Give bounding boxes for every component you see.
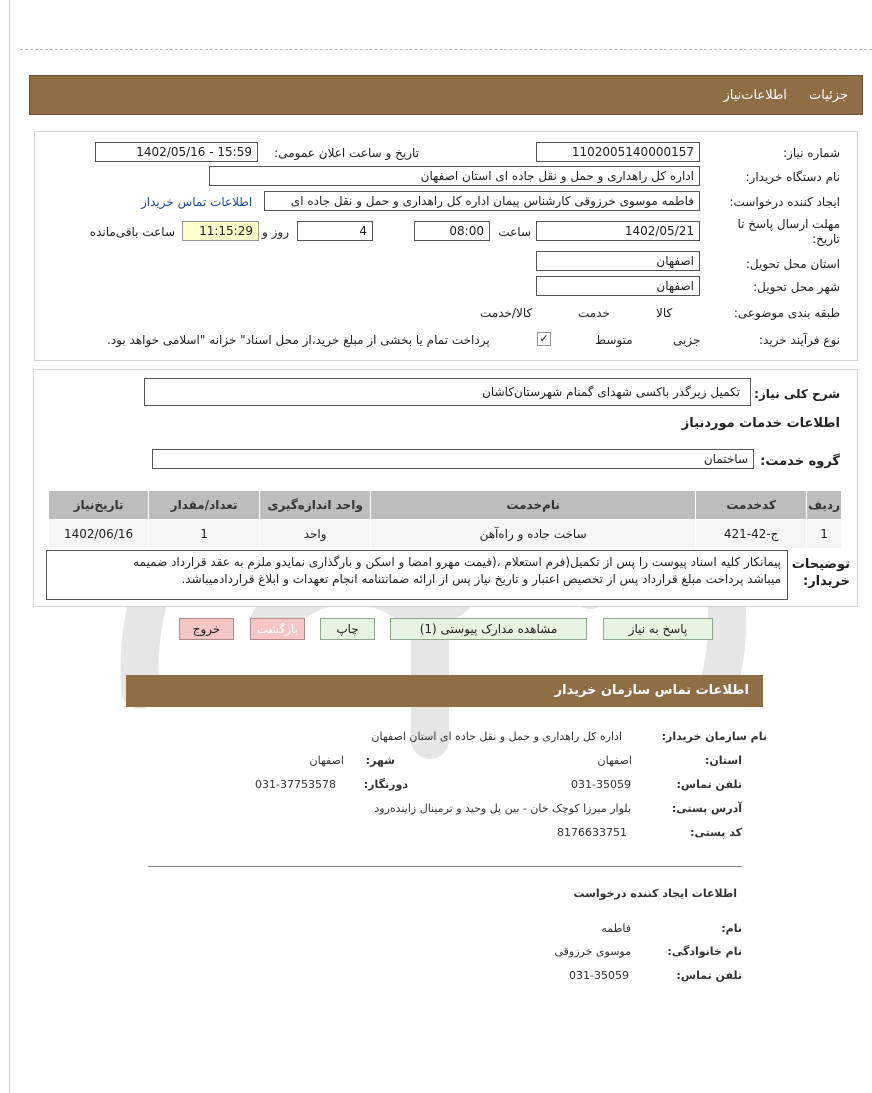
summary-label: شرح کلی نیاز: bbox=[754, 387, 840, 401]
process-medium-label: متوسط bbox=[595, 333, 633, 347]
requester-field: فاطمه موسوی خرزوقی کارشناس پیمان اداره کل راهداری و حمل و نقل جاده ای bbox=[264, 191, 700, 211]
services-table-wrap bbox=[48, 490, 842, 549]
cell-row: 1 bbox=[807, 520, 842, 549]
contact-fax-value: 031-37753578 bbox=[255, 778, 336, 791]
print-button[interactable]: چاپ bbox=[320, 618, 375, 640]
buyer-notes-line-2: میباشد پرداخت مبلغ قرارداد پس از تخصیص اعتبار و تاریخ نیاز پس از ارائه ضمانتنامه انجام تعهدات و ابلاغ قراردادمیباشد. bbox=[181, 572, 781, 586]
category-both-label: کالا/خدمت bbox=[480, 306, 533, 320]
deadline-time-label: ساعت bbox=[498, 225, 531, 239]
col-row: ردیف bbox=[807, 491, 842, 520]
req-name-label: نام: bbox=[721, 922, 742, 935]
contact-postal-value: 8176633751 bbox=[557, 826, 627, 839]
treasury-payment-note: پرداخت تمام یا بخشی از مبلغ خرید،از محل اسناد" خزانه "اسلامی خواهد بود. bbox=[107, 333, 490, 347]
deadline-time-field: 08:00 bbox=[414, 221, 490, 241]
buyer-notes-label: توضیحات خریدار: bbox=[791, 557, 850, 589]
buyer-org-field: اداره کل راهداری و حمل و نقل جاده ای استان اصفهان bbox=[209, 166, 700, 186]
announce-label: تاریخ و ساعت اعلان عمومی: bbox=[274, 146, 419, 160]
cell-quantity: 1 bbox=[149, 520, 260, 549]
top-divider bbox=[20, 49, 872, 50]
col-need-date: تاریخ‌نیاز bbox=[49, 491, 149, 520]
contact-phone-label: تلفن تماس: bbox=[676, 778, 742, 791]
cell-need-date: 1402/06/16 bbox=[49, 520, 149, 549]
page-header-bar bbox=[29, 75, 863, 115]
buyer-contact-link[interactable]: اطلاعات تماس خریدار bbox=[141, 195, 253, 209]
buyer-org-label: نام دستگاه خریدار: bbox=[745, 170, 840, 184]
contact-header-bar bbox=[126, 675, 763, 707]
req-family-label: نام خانوادگی: bbox=[667, 945, 742, 958]
view-attachments-button[interactable]: مشاهده مدارک پیوستی (1) bbox=[390, 618, 587, 640]
req-phone-label: تلفن تماس: bbox=[676, 969, 742, 982]
need-number-field: 1102005140000157 bbox=[536, 142, 700, 162]
cell-service-code: ج-42-421 bbox=[696, 520, 807, 549]
process-minor-label: جزیی bbox=[673, 333, 701, 347]
requester-label: ایجاد کننده درخواست: bbox=[729, 195, 840, 209]
contact-postal-label: کد پستی: bbox=[690, 826, 742, 839]
category-label: طبقه بندی موضوعی: bbox=[733, 306, 840, 320]
col-service-name: نام‌خدمت bbox=[371, 491, 696, 520]
tab-details[interactable]: جزئیات bbox=[809, 88, 848, 103]
need-number-label: شماره نیاز: bbox=[783, 146, 840, 160]
col-quantity: تعداد/مقدار bbox=[149, 491, 260, 520]
tab-need-info[interactable]: اطلاعات‌نیاز bbox=[723, 88, 787, 103]
deadline-date-field: 1402/05/21 bbox=[536, 221, 700, 241]
service-group-label: گروه خدمت: bbox=[760, 454, 840, 469]
category-service-label: خدمت bbox=[578, 306, 610, 320]
buyer-notes-field bbox=[46, 550, 788, 600]
summary-field: تکمیل زیرگذر باکسی شهدای گمنام شهرستان‌کاشان bbox=[144, 378, 751, 406]
contact-address-value: بلوار میرزا کوچک خان - بین پل وحید و ترمینال زاینده‌رود bbox=[374, 802, 631, 815]
contact-title: اطلاعات تماس سازمان خریدار bbox=[554, 683, 749, 698]
treasury-payment-checkbox[interactable]: ✓ bbox=[537, 332, 551, 346]
services-title: اطلاعات خدمات موردنیاز bbox=[681, 416, 840, 431]
back-button[interactable] bbox=[250, 618, 305, 640]
req-family-value: موسوی خرزوقی bbox=[554, 945, 631, 958]
remaining-label: ساعت باقی‌مانده bbox=[89, 225, 175, 239]
remaining-time-field: 11:15:29 bbox=[182, 221, 259, 241]
contact-divider bbox=[148, 866, 742, 867]
exit-button[interactable]: خروج bbox=[179, 618, 234, 640]
cell-service-name: ساخت جاده و راه‌آهن bbox=[371, 520, 696, 549]
category-goods-label: کالا bbox=[656, 306, 673, 320]
page-left-border bbox=[9, 0, 10, 1093]
contact-city-label: شهر: bbox=[365, 754, 395, 767]
contact-province-value: اصفهان bbox=[597, 754, 632, 767]
col-unit: واحد اندازه‌گیری bbox=[260, 491, 371, 520]
remaining-days-field: 4 bbox=[297, 221, 373, 241]
col-service-code: کدخدمت bbox=[696, 491, 807, 520]
contact-address-label: آدرس پستی: bbox=[671, 802, 742, 815]
days-label: روز و bbox=[262, 225, 289, 239]
process-label: نوع فرآیند خرید: bbox=[759, 333, 840, 347]
contact-city-value: اصفهان bbox=[309, 754, 344, 767]
respond-button[interactable]: پاسخ به نیاز bbox=[603, 618, 713, 640]
back-button-label: بازگشت bbox=[257, 622, 298, 636]
announce-datetime-field: 1402/05/16 - 15:59 bbox=[95, 142, 258, 162]
city-field: اصفهان bbox=[536, 276, 700, 296]
org-value: اداره کل راهداری و حمل و نقل جاده ای استان اصفهان bbox=[371, 730, 622, 743]
services-table bbox=[48, 490, 842, 549]
province-field: اصفهان bbox=[536, 251, 700, 271]
requester-section-title: اطلاعات ایجاد کننده درخواست bbox=[573, 887, 737, 900]
province-label: استان محل تحویل: bbox=[745, 257, 840, 271]
org-label: نام سازمان خریدار: bbox=[661, 730, 767, 743]
city-label: شهر محل تحویل: bbox=[753, 280, 840, 294]
contact-phone-value: 031-35059 bbox=[571, 778, 631, 791]
deadline-label: مهلت ارسال پاسخ تا تاریخ: bbox=[737, 217, 840, 246]
buyer-notes-line-1: پیمانکار کلیه اسناد پیوست را پس از تکمیل(فرم استعلام ،(قیمت مهرو امضا و اسکن و بارگذاری نمایدو ملزم به عقد قرارداد ضمیمه bbox=[133, 555, 781, 569]
contact-province-label: استان: bbox=[705, 754, 742, 767]
service-group-field: ساختمان bbox=[152, 449, 754, 469]
table-row bbox=[49, 520, 842, 549]
contact-fax-label: دورنگار: bbox=[363, 778, 408, 791]
req-name-value: فاطمه bbox=[601, 922, 631, 935]
req-phone-value: 031-35059 bbox=[569, 969, 629, 982]
cell-unit: واحد bbox=[260, 520, 371, 549]
